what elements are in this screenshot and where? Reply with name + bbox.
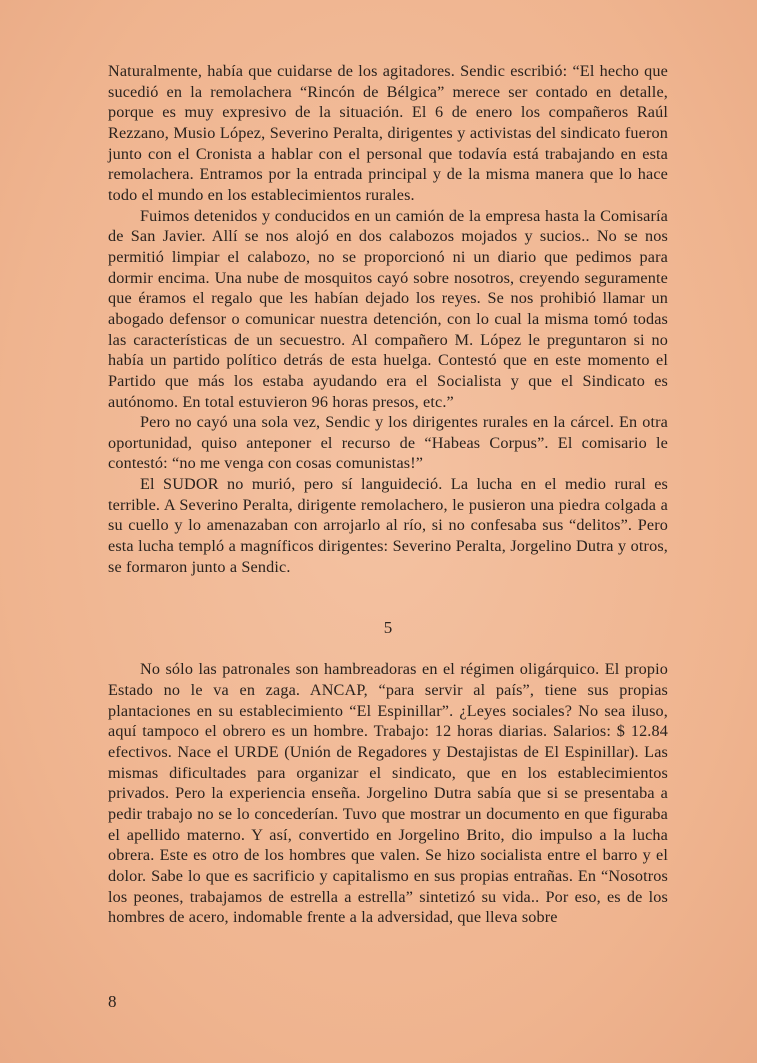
page-number: 8: [108, 992, 117, 1011]
paragraph: Pero no cayó una sola vez, Sendic y los dirigentes rurales en la cárcel. En otra oportunidad, quiso anteponer el recurso de “Habeas Corpus”. El comisario le contestó: “no me venga con cosas comunistas!”: [108, 413, 668, 473]
section-number: 5: [383, 618, 393, 638]
page-body: [108, 61, 668, 928]
paragraph: Naturalmente, había que cuidarse de los agitadores. Sendic escribió: “El hecho que sucedió en la remolachera “Rincón de Bélgica” merece ser contado en detalle, porque es muy expresivo de la situación. El 6 de enero los compañeros Raúl Rezzano, Musio López, Severino Peralta, dirigentes y activistas del sindicato fueron junto con el Cronista a hablar con el personal que todavía está trabajando en esta remolachera. Entramos por la entrada principal y de la misma manera que lo hace todo el mundo en los establecimientos rurales.: [108, 62, 668, 204]
paragraph: No sólo las patronales son hambreadoras en el régimen oligárquico. El propio Estado no le va en zaga. ANCAP, “para servir al país”, tiene sus propias plantaciones en su establecimiento “El Espinillar”. ¿Leyes sociales? No sea iluso, aquí tampoco el obrero es un hombre. Trabajo: 12 horas diarias. Salarios: $ 12.84 efectivos. Nace el URDE (Unión de Regadores y Destajistas de El Espinillar). Las mismas dificultades para organizar el sindicato, que en los establecimientos privados. Pero la experiencia enseña. Jorgelino Dutra sabía que si se presentaba a pedir trabajo no se lo concederían. Tuvo que mostrar un documento en que figuraba el apellido materno. Y así, convertido en Jorgelino Brito, dio impulso a la lucha obrera. Este es otro de los hombres que valen. Se hizo socialista entre el barro y el dolor. Sabe lo que es sacrificio y capitalismo en sus propias entrañas. En “Nosotros los peones, trabajamos de estrella a estrella” sintetizó su vida.. Por eso, es de los hombres de acero, indomable frente a la adversidad, que lleva sobre: [108, 660, 668, 927]
paragraph: El SUDOR no murió, pero sí languideció. La lucha en el medio rural es terrible. A Severino Peralta, dirigente remolachero, le pusieron una piedra colgada a su cuello y lo amenazaban con arrojarlo al río, si no confesaba sus “delitos”. Pero esta lucha templó a magníficos dirigentes: Severino Peralta, Jorgelino Dutra y otros, se formaron junto a Sendic.: [108, 475, 668, 576]
paragraph: Fuimos detenidos y conducidos en un camión de la empresa hasta la Comisaría de San Javier. Allí se nos alojó en dos calabozos mojados y sucios.. No se nos permitió limpiar el calabozo, no se proporcionó ni un diario que pedimos para dormir encima. Una nube de mosquitos cayó sobre nosotros, creyendo seguramente que éramos el regalo que les habían dejado los reyes. Se nos prohibió llamar un abogado defensor o comunicar nuestra detención, con lo cual la misma tomó todas las características de un secuestro. Al compañero M. López le preguntaron si no había un partido político detrás de esta huelga. Contestó que en este momento el Partido que más los estaba ayudando era el Socialista y que el Sindicato es autónomo. En total estuvieron 96 horas presos, etc.”: [108, 206, 668, 411]
